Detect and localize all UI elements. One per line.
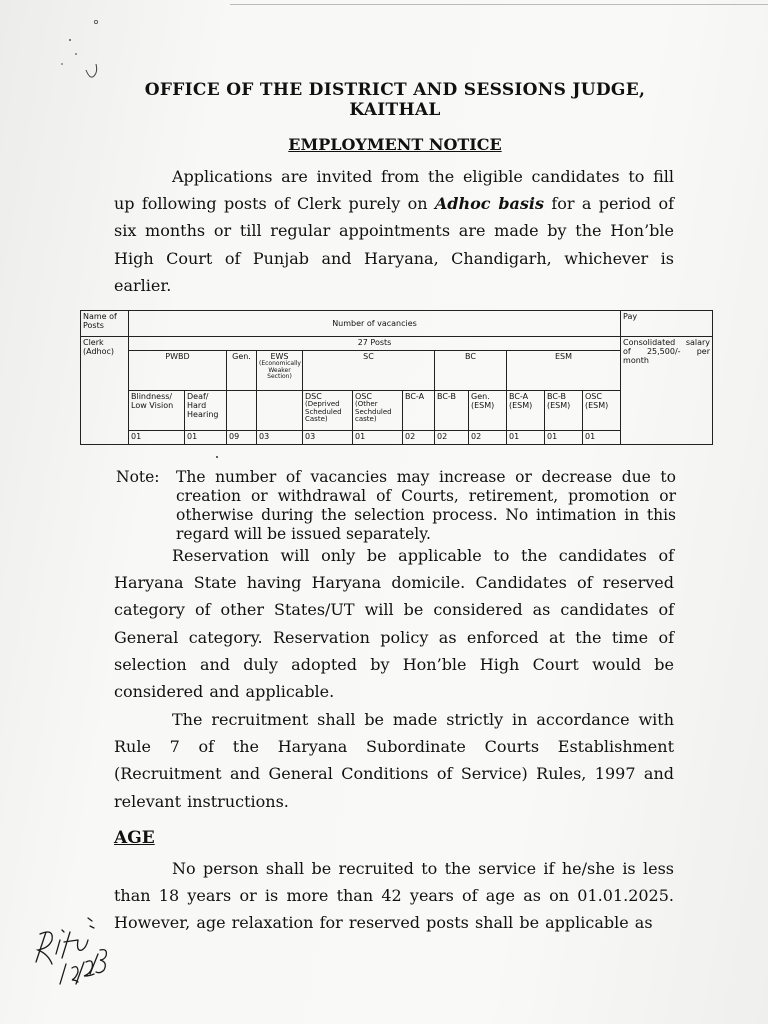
deaf-subheader: Deaf/ Hard Hearing — [185, 391, 227, 431]
pay-value-cell: Consolidated salary of 25,500/- per month — [621, 337, 713, 445]
osc-esm-subheader: OSC (ESM) — [583, 391, 621, 431]
note-block — [116, 468, 676, 544]
bcb-subheader: BC-B — [435, 391, 469, 431]
gen-subheader-empty — [227, 391, 257, 431]
ews-label: EWS — [270, 352, 289, 361]
value-cell: 01 — [353, 431, 403, 445]
ews-detail: (Economically Weaker Section) — [259, 360, 301, 380]
value-cell: 03 — [303, 431, 353, 445]
intro-paragraph — [114, 163, 674, 299]
office-title-line2: KAITHAL — [349, 100, 441, 120]
age-heading: AGE — [114, 828, 155, 848]
total-posts-cell: 27 Posts — [129, 337, 621, 351]
bc-group-header: BC — [435, 351, 507, 391]
vacancy-table — [80, 310, 713, 445]
recruitment-text: The recruitment shall be made strictly in accordance with Rule 7 of the Haryana Subordinate Courts Establishment (Recruitment and General Conditions of Service) Rules, 1997 and relevant instructions. — [114, 710, 674, 811]
value-cell: 01 — [583, 431, 621, 445]
intro-text-part2: for a period of six months or till regular appointments are made by the Hon’ble High Court of Punjab and Haryana, Chandigarh, whichever is earlier. — [114, 194, 675, 295]
recruitment-paragraph — [114, 706, 674, 815]
bca-subheader: BC-A — [403, 391, 435, 431]
value-cell: 01 — [185, 431, 227, 445]
value-cell: 09 — [227, 431, 257, 445]
value-cell: 02 — [403, 431, 435, 445]
bca-esm-subheader: BC-A (ESM) — [507, 391, 545, 431]
scan-dot — [216, 456, 218, 458]
value-cell: 03 — [257, 431, 303, 445]
esm-group-header: ESM — [507, 351, 621, 391]
dsc-subheader — [303, 391, 353, 431]
gen-group-header: Gen. — [227, 351, 257, 391]
gen-esm-subheader: Gen. (ESM) — [469, 391, 507, 431]
value-cell: 02 — [469, 431, 507, 445]
ews-group-header — [257, 351, 303, 391]
osc-subheader — [353, 391, 403, 431]
note-label: Note: — [116, 468, 160, 486]
osc-detail: (Other Sechduled caste) — [355, 400, 392, 423]
intro-text-part1: Applications are invited from the eligible candidates to fill up following posts of Clerk purely on — [114, 167, 674, 214]
value-cell: 01 — [545, 431, 583, 445]
value-cell: 01 — [129, 431, 185, 445]
value-cell: 01 — [507, 431, 545, 445]
note-text: The number of vacancies may increase or decrease due to creation or withdrawal of Courts, retirement, promotion or otherwise during the selection process. No intimation in this regard will be issued separately. — [176, 468, 676, 543]
blindness-subheader: Blindness/ Low Vision — [129, 391, 185, 431]
dsc-detail: (Deprived Scheduled Caste) — [305, 400, 342, 423]
age-paragraph — [114, 855, 674, 937]
reservation-paragraph — [114, 542, 674, 705]
employment-notice-heading: EMPLOYMENT NOTICE — [288, 135, 502, 154]
dsc-label: DSC — [305, 392, 322, 401]
intro-emphasis: Adhoc basis — [434, 194, 545, 214]
name-of-posts-header: Name of Posts — [81, 311, 129, 337]
pwbd-group-header: PWBD — [129, 351, 227, 391]
handwritten-signature — [26, 910, 116, 990]
age-text: No person shall be recruited to the service if he/she is less than 18 years or is more than 42 years of age as on 01.01.2025. However, age relaxation for reserved posts shall be applicable as — [114, 859, 674, 933]
pay-header: Pay — [621, 311, 713, 337]
post-name-cell: Clerk (Adhoc) — [81, 337, 129, 445]
scan-edge-line — [230, 4, 768, 5]
ews-subheader-empty — [257, 391, 303, 431]
sc-group-header: SC — [303, 351, 435, 391]
value-cell: 02 — [435, 431, 469, 445]
office-title-line1: OFFICE OF THE DISTRICT AND SESSIONS JUDGE, — [144, 80, 646, 100]
number-of-vacancies-header: Number of vacancies — [129, 311, 621, 337]
osc-label: OSC — [355, 392, 372, 401]
reservation-text: Reservation will only be applicable to the candidates of Haryana State having Haryana domicile. Candidates of reserved category of other States/UT will be considered as candidates of General category. Reservation policy as enforced at the time of selection and duly adopted by Hon’ble High Court would be considered and applicable. — [114, 546, 674, 702]
bcb-esm-subheader: BC-B (ESM) — [545, 391, 583, 431]
